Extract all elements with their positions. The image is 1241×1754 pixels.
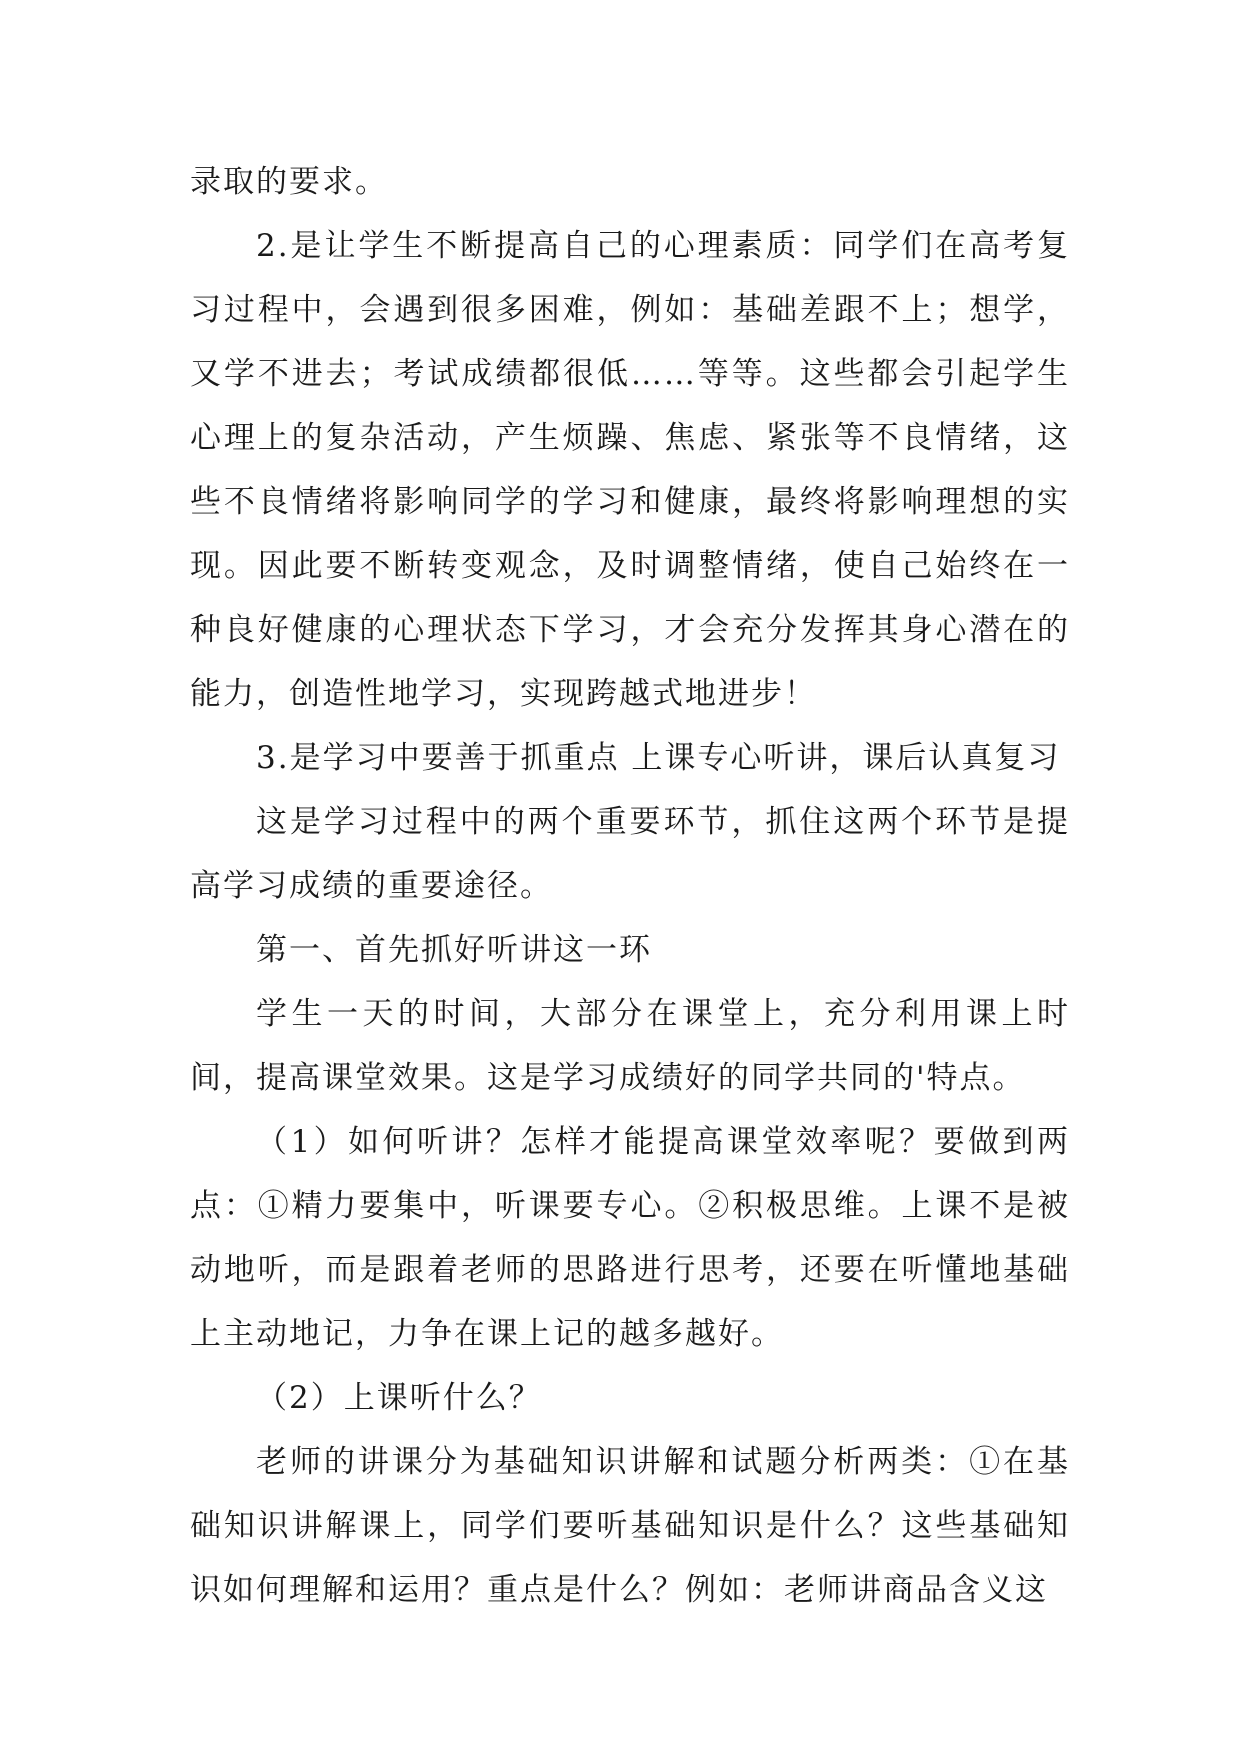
paragraph: 老师的讲课分为基础知识讲解和试题分析两类：①在基础知识讲解课上，同学们要听基础知识是什么？这些基础知识如何理解和运用？重点是什么？例如：老师讲商品含义这 [190, 1444, 1070, 1608]
paragraph: 3.是学习中要善于抓重点 上课专心听讲，课后认真复习 [256, 740, 1061, 776]
paragraph: 学生一天的时间，大部分在课堂上，充分利用课上时间，提高课堂效果。这是学习成绩好的同学共同的'特点。 [190, 996, 1070, 1096]
paragraph: （1）如何听讲？怎样才能提高课堂效率呢？要做到两点：①精力要集中，听课要专心。②积极思维。上课不是被动地听，而是跟着老师的思路进行思考，还要在听懂地基础上主动地记，力争在课上记的越多越好。 [190, 1124, 1070, 1352]
paragraph-heading: （2）上课听什么？ [256, 1380, 542, 1416]
document-body [190, 150, 1070, 1622]
paragraph: 2.是让学生不断提高自己的心理素质：同学们在高考复习过程中，会遇到很多困难，例如：基础差跟不上；想学，又学不进去；考试成绩都很低……等等。这些都会引起学生心理上的复杂活动，产生烦躁、焦虑、紧张等不良情绪，这些不良情绪将影响同学的学习和健康，最终将影响理想的实现。因此要不断转变观念，及时调整情绪，使自己始终在一种良好健康的心理状态下学习，才会充分发挥其身心潜在的能力，创造性地学习，实现跨越式地进步！ [190, 228, 1070, 712]
paragraph: 这是学习过程中的两个重要环节，抓住这两个环节是提高学习成绩的重要途径。 [190, 804, 1070, 904]
paragraph: 录取的要求。 [190, 164, 388, 200]
paragraph-heading: 第一、首先抓好听讲这一环 [256, 932, 652, 968]
